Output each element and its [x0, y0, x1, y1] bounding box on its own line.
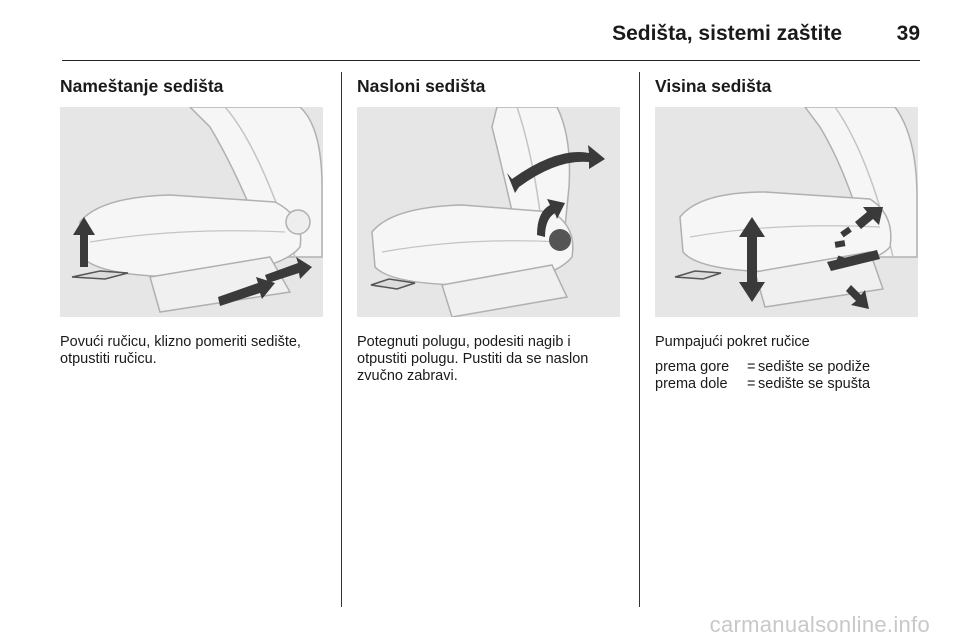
- definition-equals: =: [747, 359, 756, 375]
- section-seat-adjustment: [60, 62, 325, 607]
- definition-list: [655, 359, 920, 393]
- section-title: Visina sedišta: [655, 76, 772, 96]
- definition-term: prema gore: [655, 359, 730, 375]
- section-text: Pumpajući pokret ručice: [655, 334, 810, 350]
- section-seat-height: [655, 62, 920, 607]
- page-number: 39: [896, 22, 920, 45]
- column-divider: [639, 72, 640, 607]
- seat-slide-illustration: [60, 107, 323, 317]
- section-title: Nameštanje sedišta: [60, 76, 224, 96]
- watermark: carmanualsonline.info: [709, 612, 930, 637]
- definition-row: [655, 376, 920, 393]
- section-text: Povući ručicu, klizno pomeriti sedište, otpustiti ručicu.: [60, 334, 301, 367]
- column-divider: [341, 72, 342, 607]
- section-title: Nasloni sedišta: [357, 76, 486, 96]
- page-header: [62, 14, 920, 61]
- seat-height-svg: [655, 107, 918, 317]
- section-text: Potegnuti polugu, podesiti nagib i otpustiti polugu. Pustiti da se naslon zvučno zabravi.: [357, 334, 589, 384]
- definition-description: sedište se spušta: [758, 376, 871, 392]
- header-title: Sedišta, sistemi zaštite: [612, 22, 842, 45]
- backrest-recline-illustration: [357, 107, 620, 317]
- seat-height-illustration: [655, 107, 918, 317]
- definition-term: prema dole: [655, 376, 728, 392]
- definition-row: [655, 359, 920, 376]
- definition-equals: =: [747, 376, 756, 392]
- backrest-recline-svg: [357, 107, 620, 317]
- section-seat-backrest: [357, 62, 622, 607]
- seat-slide-svg: [60, 107, 323, 317]
- definition-description: sedište se podiže: [758, 359, 871, 375]
